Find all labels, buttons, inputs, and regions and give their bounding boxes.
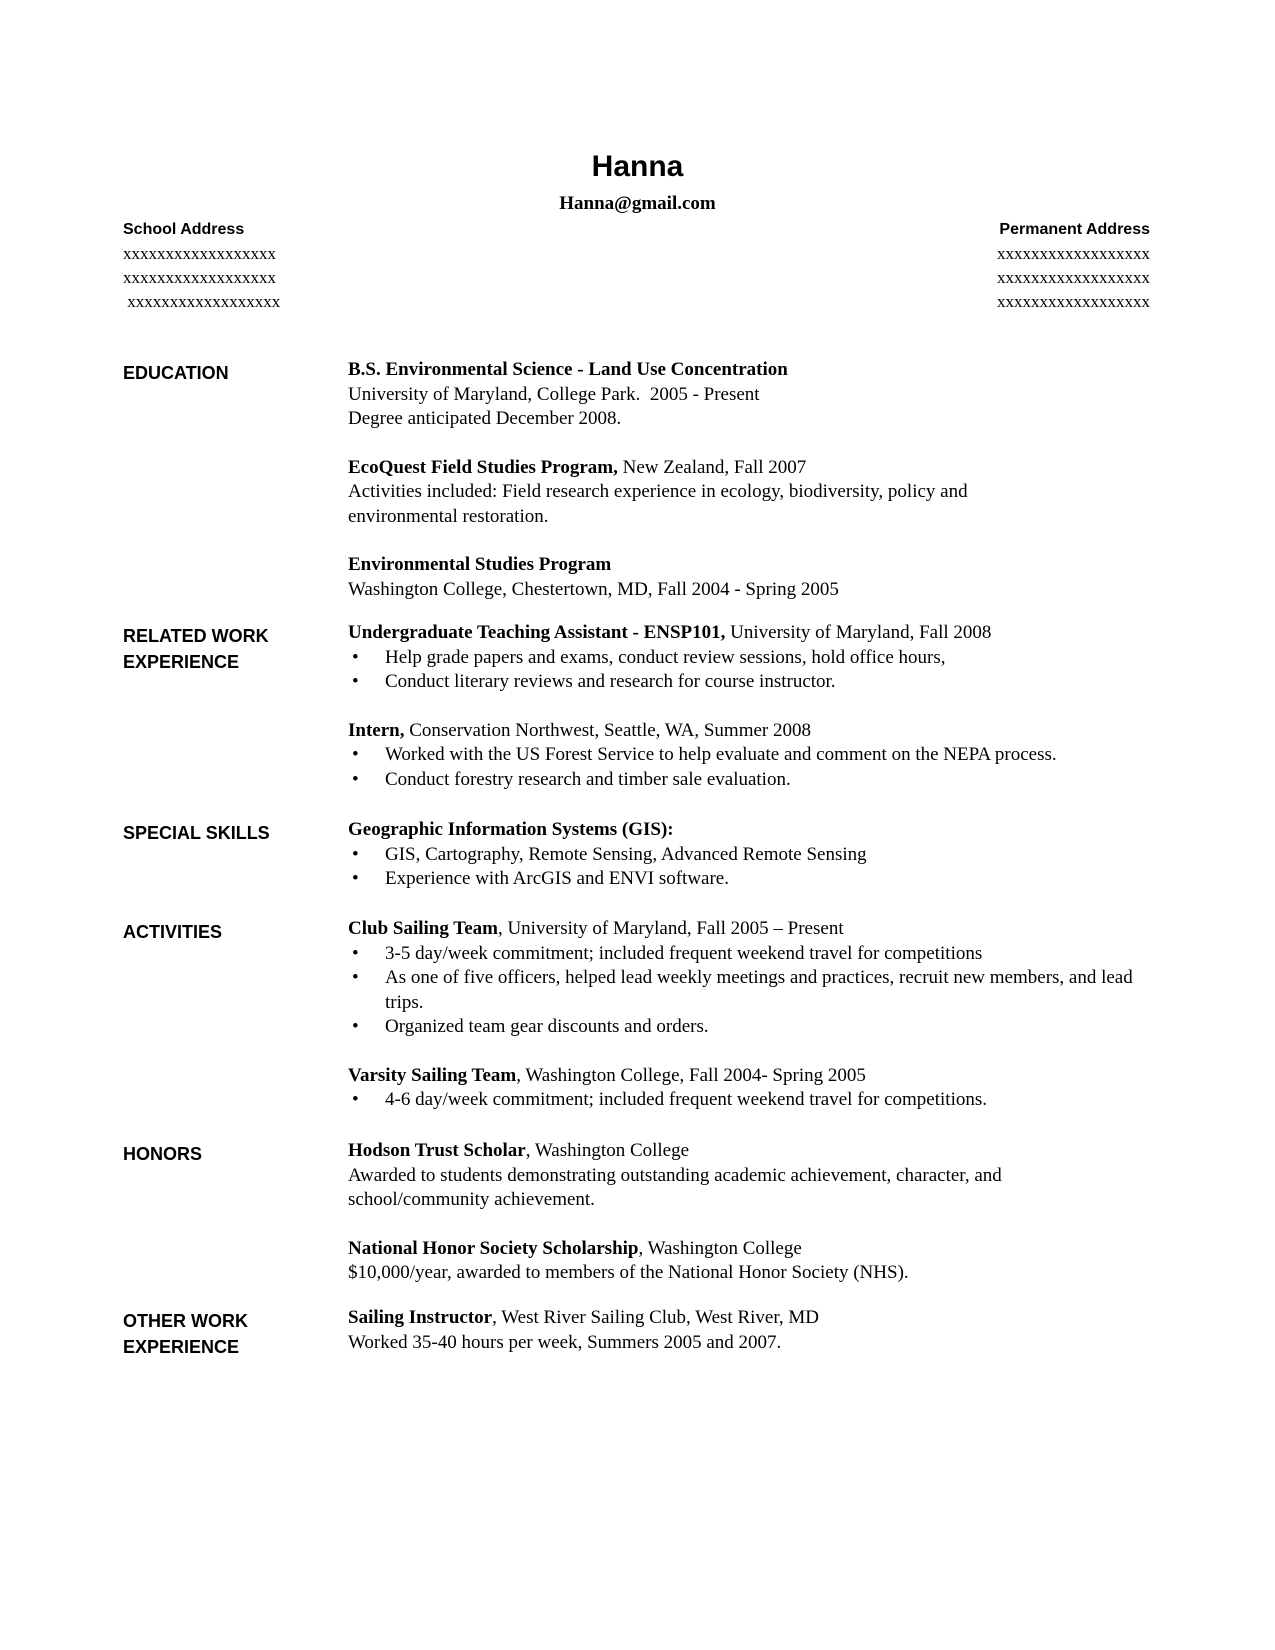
section-label: EDUCATION xyxy=(123,363,229,383)
honor-entry xyxy=(348,1139,1168,1213)
permanent-address xyxy=(997,218,1150,314)
section-label: EXPERIENCE xyxy=(123,652,240,672)
bullet-item: • Help grade papers and exams, conduct review sessions, hold office hours, xyxy=(348,646,1168,671)
education-entry xyxy=(348,358,1168,432)
entry-detail: , Washington College xyxy=(638,1237,802,1259)
entry-detail: , University of Maryland, Fall 2005 – Present xyxy=(497,918,844,939)
entry-title: Intern, xyxy=(348,719,405,741)
skills-entry xyxy=(348,818,1168,892)
education-entry xyxy=(348,456,1168,530)
applicant-name: Hanna xyxy=(591,150,684,183)
bullet-item: • 3-5 day/week commitment; included frequent weekend travel for competitions xyxy=(348,942,1168,967)
entry-detail: Conservation Northwest, Seattle, WA, Summer 2008 xyxy=(404,719,811,741)
section-label: EXPERIENCE xyxy=(123,1337,240,1357)
school-address-line: xxxxxxxxxxxxxxxxxx xyxy=(123,244,276,263)
bullet-item: • As one of five officers, helped lead weekly meetings and practices, recruit new members, and lead trips. xyxy=(348,966,1168,1015)
entry-title: National Honor Society Scholarship xyxy=(348,1237,639,1259)
honor-entry xyxy=(348,1237,1168,1286)
section-label: ACTIVITIES xyxy=(123,922,223,942)
bullet-item: • Conduct literary reviews and research for course instructor. xyxy=(348,670,1168,695)
bullet-item: • Experience with ArcGIS and ENVI software. xyxy=(348,867,1168,892)
entry-line: $10,000/year, awarded to members of the National Honor Society (NHS). xyxy=(348,1262,909,1283)
entry-line: Awarded to students demonstrating outstanding academic achievement, character, and school/community achievement. xyxy=(348,1164,1002,1210)
section-label: HONORS xyxy=(123,1144,203,1164)
entry-title: Geographic Information Systems (GIS): xyxy=(348,819,674,840)
bullet-item: • GIS, Cartography, Remote Sensing, Advanced Remote Sensing xyxy=(348,843,1168,868)
entry-title: Varsity Sailing Team xyxy=(348,1064,517,1086)
work-entry xyxy=(348,719,1168,793)
permanent-address-line: xxxxxxxxxxxxxxxxxx xyxy=(997,292,1150,311)
entry-title: Undergraduate Teaching Assistant - ENSP101, xyxy=(348,622,726,643)
bullet-item: • 4-6 day/week commitment; included frequent weekend travel for competitions. xyxy=(348,1088,1168,1113)
entry-detail: University of Maryland, Fall 2008 xyxy=(725,622,992,643)
applicant-email: Hanna@gmail.com xyxy=(559,193,716,214)
section-label: OTHER WORK xyxy=(123,1311,248,1331)
entry-line: University of Maryland, College Park. 2005 - Present xyxy=(348,383,760,405)
school-address-label: School Address xyxy=(123,221,245,238)
entry-line: Degree anticipated December 2008. xyxy=(348,408,622,429)
work-entry xyxy=(348,1306,1168,1355)
education-entry xyxy=(348,553,1168,602)
entry-title: Sailing Instructor xyxy=(348,1307,493,1328)
school-address-line: xxxxxxxxxxxxxxxxxx xyxy=(123,292,281,311)
section-label: RELATED WORK xyxy=(123,626,269,646)
work-entry xyxy=(348,621,1168,695)
entry-line: Washington College, Chestertown, MD, Fall 2004 - Spring 2005 xyxy=(348,578,839,600)
activity-entry xyxy=(348,917,1168,1040)
permanent-address-line: xxxxxxxxxxxxxxxxxx xyxy=(997,268,1150,287)
entry-title: Environmental Studies Program xyxy=(348,554,612,575)
entry-detail: , West River Sailing Club, West River, MD xyxy=(492,1307,820,1328)
entry-detail: , Washington College xyxy=(525,1140,690,1161)
school-address-line: xxxxxxxxxxxxxxxxxx xyxy=(123,268,276,287)
entry-line: Worked 35-40 hours per week, Summers 2005 and 2007. xyxy=(348,1331,782,1353)
entry-detail: New Zealand, Fall 2007 xyxy=(617,456,807,478)
school-address xyxy=(123,218,280,314)
bullet-item: • Worked with the US Forest Service to help evaluate and comment on the NEPA process. xyxy=(348,743,1168,768)
activity-entry xyxy=(348,1064,1168,1113)
permanent-address-line: xxxxxxxxxxxxxxxxxx xyxy=(997,244,1150,263)
entry-title: Club Sailing Team xyxy=(348,918,498,939)
entry-title: B.S. Environmental Science - Land Use Concentration xyxy=(348,359,788,380)
bullet-item: • Organized team gear discounts and orders. xyxy=(348,1015,1168,1040)
entry-detail: , Washington College, Fall 2004- Spring 2005 xyxy=(516,1064,866,1086)
entry-title: Hodson Trust Scholar xyxy=(348,1140,526,1161)
entry-line: Activities included: Field research experience in ecology, biodiversity, policy and environmental restoration. xyxy=(348,481,968,527)
entry-title: EcoQuest Field Studies Program, xyxy=(348,456,618,478)
bullet-item: • Conduct forestry research and timber sale evaluation. xyxy=(348,768,1168,793)
permanent-address-label: Permanent Address xyxy=(999,221,1150,238)
section-label: SPECIAL SKILLS xyxy=(123,823,270,843)
